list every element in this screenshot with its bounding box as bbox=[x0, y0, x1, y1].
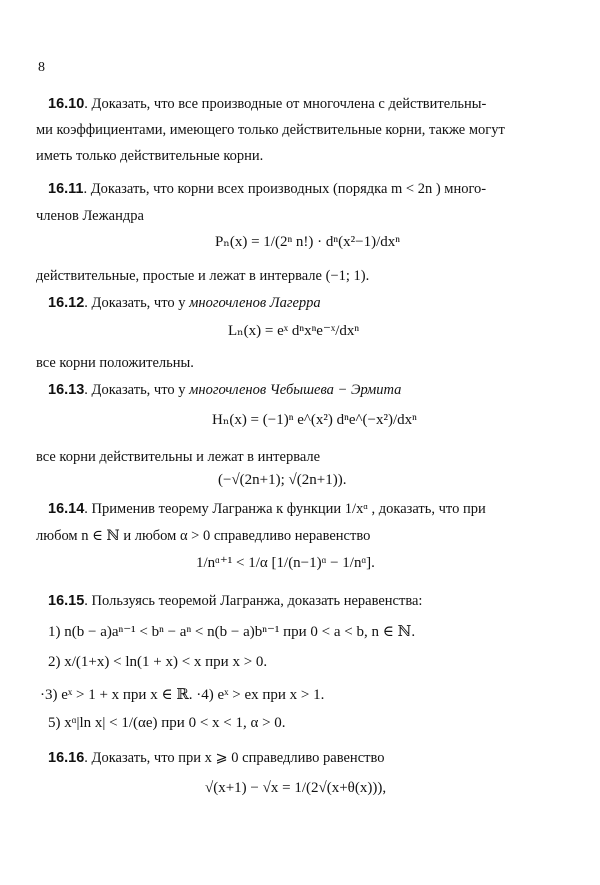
inequality-1: 1) n(b − a)aⁿ⁻¹ < bⁿ − aⁿ < n(b − a)bⁿ⁻¹ при 0 < a < b, n ∈ ℕ. bbox=[48, 624, 416, 640]
problem-16-11-line-1: 16.11. Доказать, что корни всех производных (порядка m < 2n ) много- bbox=[48, 181, 487, 197]
problem-16-14-line-1: 16.14. Применив теорему Лагранжа к функции 1/xᵅ , доказать, что при bbox=[48, 501, 486, 517]
problem-16-15-line: 16.15. Пользуясь теоремой Лагранжа, доказать неравенства: bbox=[48, 593, 423, 609]
problem-16-12-conclusion: все корни положительны. bbox=[36, 355, 194, 371]
problem-16-10-line-1: 16.10. Доказать, что все производные от многочлена с действительны- bbox=[48, 96, 487, 112]
problem-16-10-line-3: иметь только действительные корни. bbox=[36, 148, 264, 164]
problem-16-13-line: 16.13. Доказать, что у многочленов Чебышева − Эрмита bbox=[48, 382, 402, 398]
problem-16-12-line: 16.12. Доказать, что у многочленов Лагерра bbox=[48, 295, 321, 311]
laguerre-formula: Lₙ(x) = eˣ dⁿxⁿe⁻ˣ/dxⁿ bbox=[228, 323, 360, 339]
problem-16-16-line: 16.16. Доказать, что при x ⩾ 0 справедливо равенство bbox=[48, 750, 385, 766]
problem-16-10-line-2: ми коэффициентами, имеющего только действительные корни, также могут bbox=[36, 122, 505, 138]
hermite-interval: (−√(2n+1); √(2n+1)). bbox=[218, 472, 347, 488]
inequality-2: 2) x/(1+x) < ln(1 + x) < x при x > 0. bbox=[48, 654, 268, 670]
page-number: 8 bbox=[38, 60, 45, 75]
problem-16-11-conclusion: действительные, простые и лежат в интервале (−1; 1). bbox=[36, 268, 370, 284]
problem-16-13-conclusion: все корни действительны и лежат в интервале bbox=[36, 449, 321, 465]
problem-16-11-line-2: членов Лежандра bbox=[36, 208, 144, 224]
inequality-3-4: ·3) eˣ > 1 + x при x ∈ ℝ. ·4) eˣ > ex при x > 1. bbox=[40, 687, 325, 703]
inequality-5: 5) xᵅ|ln x| < 1/(αe) при 0 < x < 1, α > 0. bbox=[48, 715, 286, 731]
problem-16-14-inequality: 1/nᵅ⁺¹ < 1/α [1/(n−1)ᵅ − 1/nᵅ]. bbox=[196, 555, 375, 571]
problem-16-16-equality: √(x+1) − √x = 1/(2√(x+θ(x))), bbox=[205, 780, 387, 796]
hermite-formula: Hₙ(x) = (−1)ⁿ e^(x²) dⁿe^(−x²)/dxⁿ bbox=[212, 412, 417, 428]
legendre-formula: Pₙ(x) = 1/(2ⁿ n!) · dⁿ(x²−1)/dxⁿ bbox=[215, 234, 400, 250]
problem-16-14-line-2: любом n ∈ ℕ и любом α > 0 справедливо неравенство bbox=[36, 528, 371, 544]
